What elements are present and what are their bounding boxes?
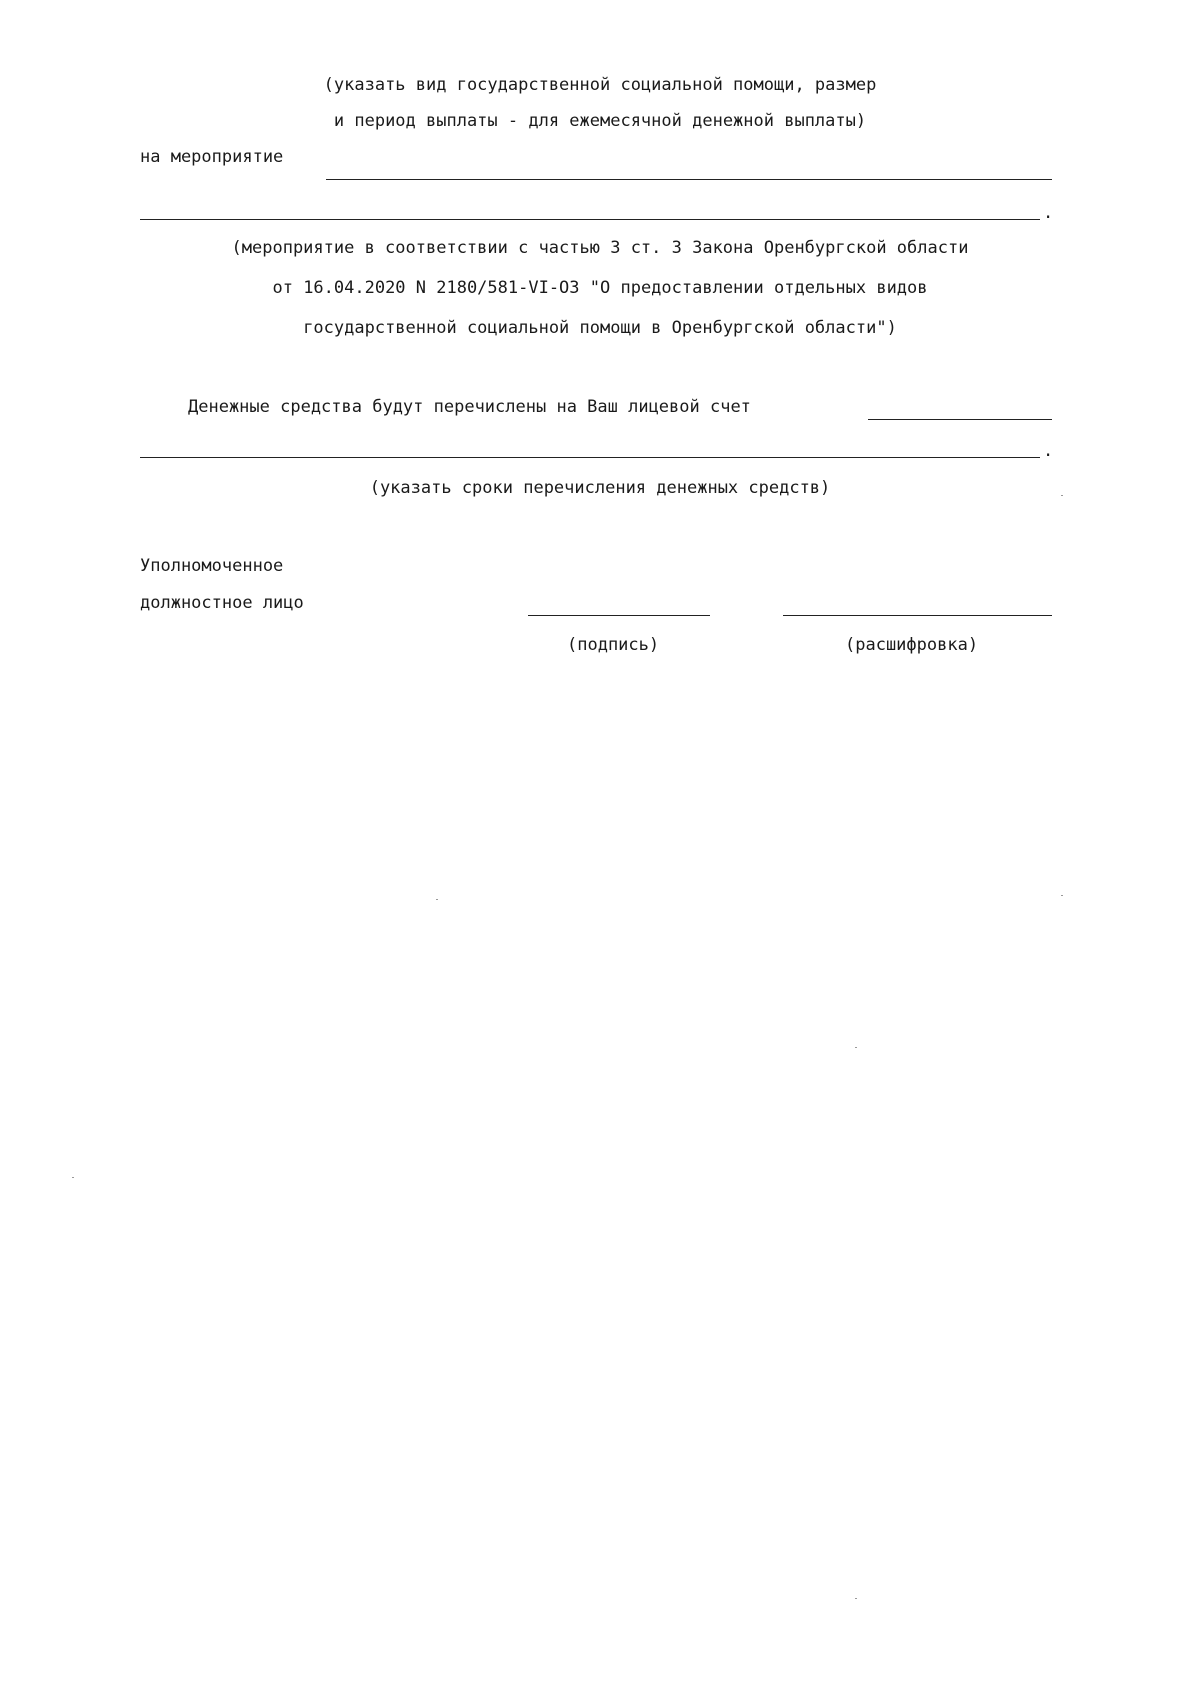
signature-blank-line[interactable]	[528, 615, 710, 616]
name-decoding-caption: (расшифровка)	[845, 635, 979, 655]
event-note-line-2: от 16.04.2020 N 2180/581-VI-ОЗ "О предоставлении отдельных видов	[272, 278, 928, 298]
event-note-line-3: государственной социальной помощи в Оренбургской области")	[303, 318, 897, 338]
official-label-line-1: Уполномоченное	[140, 556, 284, 576]
signature-caption: (подпись)	[567, 635, 660, 655]
caption-assistance-type: (указать вид государственной социальной помощи, размер	[323, 75, 877, 95]
scan-speck	[1061, 495, 1063, 496]
official-label-line-2: должностное лицо	[140, 593, 304, 613]
event-blank-line-2[interactable]	[140, 219, 1040, 220]
scan-speck	[855, 1047, 857, 1048]
event-note-line-1: (мероприятие в соответствии с частью 3 ст. 3 Закона Оренбургской области	[231, 238, 969, 258]
transfer-terms-blank-line[interactable]	[140, 457, 1040, 458]
event-line-period: .	[1043, 203, 1054, 223]
name-decoding-blank-line[interactable]	[783, 615, 1052, 616]
account-blank-line[interactable]	[868, 419, 1052, 420]
caption-payment-period: и период выплаты - для ежемесячной денежной выплаты)	[333, 111, 867, 131]
scan-speck	[72, 1177, 74, 1178]
scan-speck	[436, 899, 438, 900]
scan-speck	[1061, 895, 1063, 896]
terms-line-period: .	[1043, 441, 1054, 461]
funds-transfer-text: Денежные средства будут перечислены на Ваш лицевой счет	[188, 397, 751, 417]
event-label: на мероприятие	[140, 147, 284, 167]
event-blank-line[interactable]	[326, 179, 1052, 180]
transfer-terms-caption: (указать сроки перечисления денежных средств)	[369, 478, 831, 498]
scan-speck	[855, 1598, 857, 1599]
